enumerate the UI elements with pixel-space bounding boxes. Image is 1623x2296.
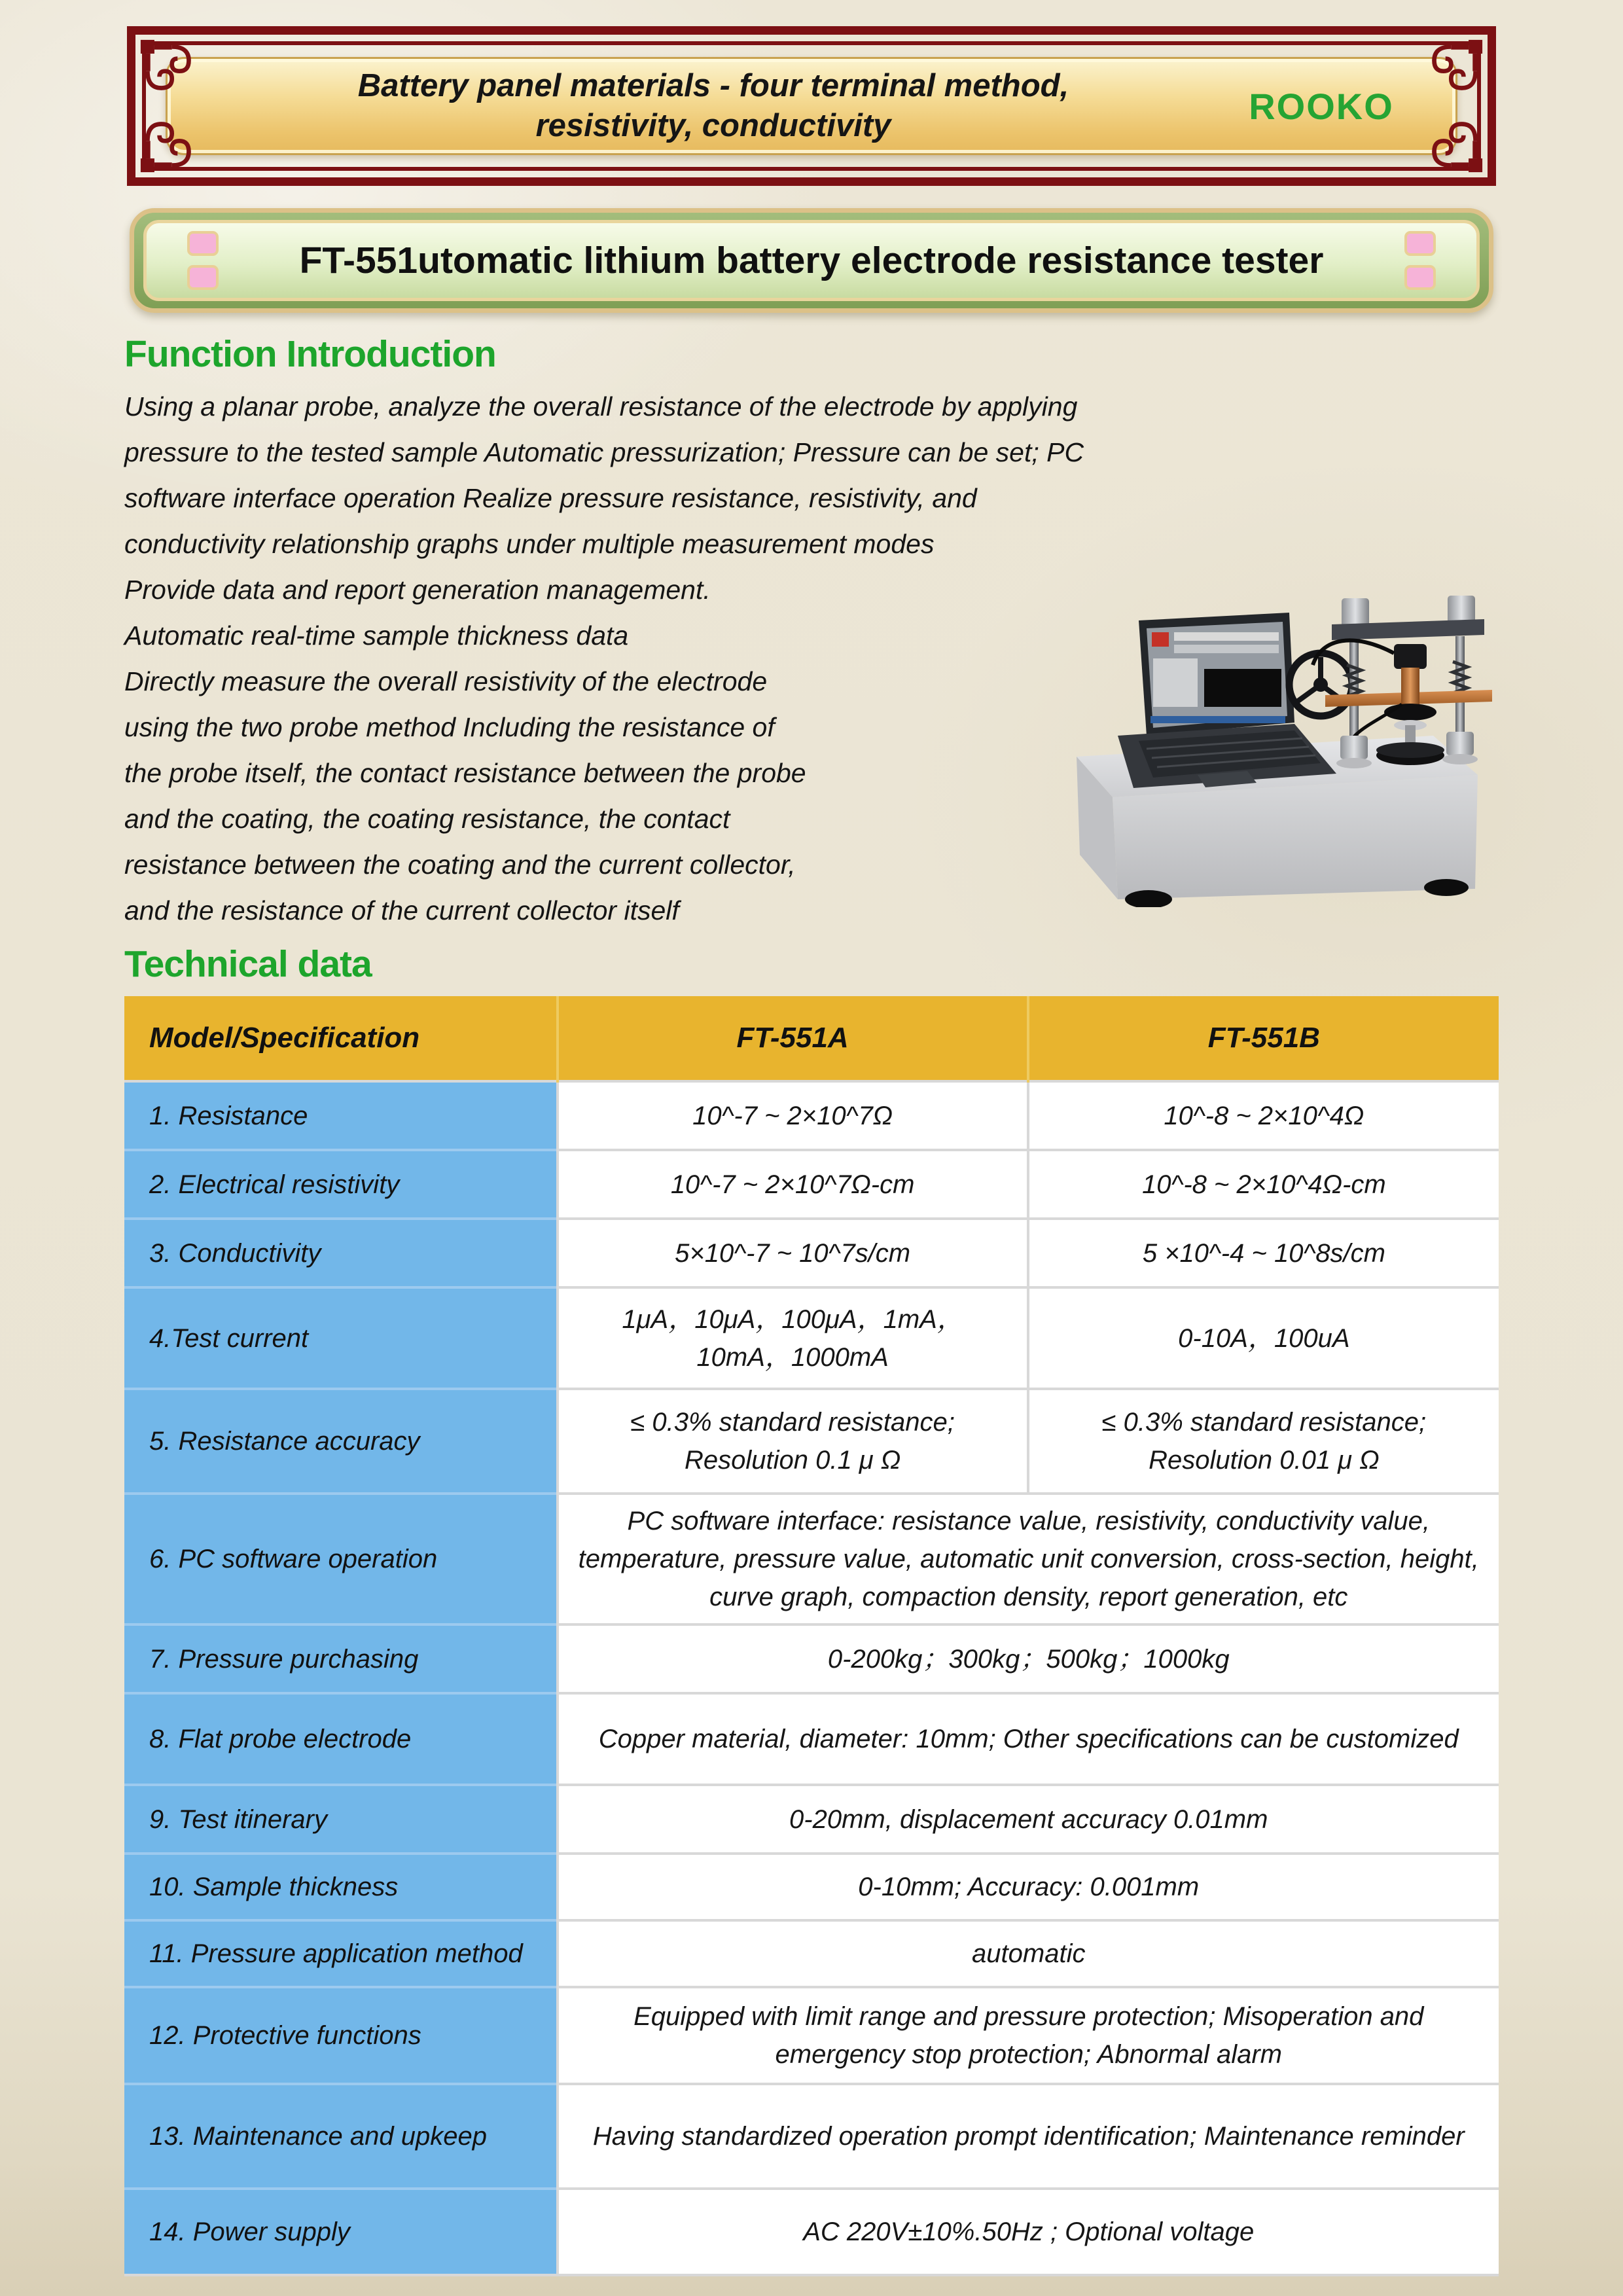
header-cell-ft551b: FT-551B bbox=[1028, 996, 1499, 1081]
value-cell-a: 10^-7 ~ 2×10^7Ω bbox=[558, 1081, 1028, 1150]
intro-line: Directly measure the overall resistivity of the electrode bbox=[124, 666, 768, 696]
header-cell-ft551a: FT-551A bbox=[558, 996, 1028, 1081]
value-cell-span: Copper material, diameter: 10mm; Other specifications can be customized bbox=[558, 1693, 1499, 1785]
value-cell-span: PC software interface: resistance value, resistivity, conductivity value, temperature, pressure value, automatic unit conversion, cross-section, height, curve graph, compaction density, report generation, etc bbox=[558, 1494, 1499, 1624]
row-label-cell: 3. Conductivity bbox=[124, 1219, 558, 1287]
value-cell-a: 10^-7 ~ 2×10^7Ω-cm bbox=[558, 1150, 1028, 1219]
product-title: FT-551utomatic lithium battery electrode resistance tester bbox=[299, 240, 1324, 281]
table-row bbox=[124, 1494, 1499, 1624]
value-cell-span: Having standardized operation prompt identification; Maintenance reminder bbox=[558, 2084, 1499, 2189]
table-row bbox=[124, 1987, 1499, 2084]
laptop-illustration bbox=[1118, 613, 1336, 788]
spec-table bbox=[124, 996, 1499, 2276]
row-label-cell: 7. Pressure purchasing bbox=[124, 1624, 558, 1693]
table-row bbox=[124, 1219, 1499, 1287]
product-photo bbox=[1041, 567, 1499, 907]
value-cell-a: 5×10^-7 ~ 10^7s/cm bbox=[558, 1219, 1028, 1287]
table-row bbox=[124, 1287, 1499, 1389]
pin-tab-icon bbox=[187, 231, 219, 256]
technical-data-heading: Technical data bbox=[124, 943, 372, 985]
row-label-cell: 12. Protective functions bbox=[124, 1987, 558, 2084]
frame-corner-ornament-icon bbox=[1427, 39, 1484, 95]
value-cell-b: 10^-8 ~ 2×10^4Ω bbox=[1028, 1081, 1499, 1150]
gold-plaque bbox=[166, 57, 1457, 155]
value-cell-span: 0-20mm, displacement accuracy 0.01mm bbox=[558, 1785, 1499, 1854]
intro-text-and-photo-row bbox=[124, 613, 1499, 933]
table-row bbox=[124, 1389, 1499, 1494]
value-cell-b: 0-10A，100uA bbox=[1028, 1287, 1499, 1389]
product-title-banner bbox=[130, 208, 1493, 313]
table-row bbox=[124, 1920, 1499, 1987]
value-cell-span: automatic bbox=[558, 1920, 1499, 1987]
intro-line: and the coating, the coating resistance, the contact bbox=[124, 804, 730, 834]
frame-corner-ornament-icon bbox=[139, 39, 196, 95]
frame-corner-ornament-icon bbox=[139, 117, 196, 173]
table-row bbox=[124, 1785, 1499, 1854]
intro-line: and the resistance of the current collector itself bbox=[124, 895, 679, 925]
value-cell-b: 10^-8 ~ 2×10^4Ω-cm bbox=[1028, 1150, 1499, 1219]
table-row bbox=[124, 1693, 1499, 1785]
intro-line: conductivity relationship graphs under multiple measurement modes bbox=[124, 529, 935, 559]
row-label-cell: 14. Power supply bbox=[124, 2189, 558, 2275]
value-cell-span: Equipped with limit range and pressure protection; Misoperation and emergency stop protection; Abnormal alarm bbox=[558, 1987, 1499, 2084]
table-row bbox=[124, 2084, 1499, 2189]
row-label-cell: 6. PC software operation bbox=[124, 1494, 558, 1624]
page-title-line2: resistivity, conductivity bbox=[535, 108, 891, 143]
value-cell-span: 0-10mm; Accuracy: 0.001mm bbox=[558, 1854, 1499, 1920]
intro-line: software interface operation Realize pressure resistance, resistivity, and bbox=[124, 483, 977, 513]
product-title-panel bbox=[143, 220, 1480, 301]
intro-line: Automatic real-time sample thickness data bbox=[124, 620, 629, 651]
table-row bbox=[124, 1854, 1499, 1920]
row-label-cell: 4.Test current bbox=[124, 1287, 558, 1389]
value-cell-span: AC 220V±10%.50Hz ; Optional voltage bbox=[558, 2189, 1499, 2275]
decorative-frame bbox=[127, 26, 1496, 186]
pin-tab-icon bbox=[1404, 265, 1436, 290]
value-cell-span: 0-200kg；300kg；500kg；1000kg bbox=[558, 1624, 1499, 1693]
intro-line: the probe itself, the contact resistance between the probe bbox=[124, 758, 806, 788]
row-label-cell: 5. Resistance accuracy bbox=[124, 1389, 558, 1494]
row-label-cell: 2. Electrical resistivity bbox=[124, 1150, 558, 1219]
table-row bbox=[124, 2189, 1499, 2275]
pin-tab-icon bbox=[1404, 231, 1436, 256]
intro-line: Provide data and report generation management. bbox=[124, 575, 711, 605]
row-label-cell: 8. Flat probe electrode bbox=[124, 1693, 558, 1785]
table-row bbox=[124, 1081, 1499, 1150]
page-title-line1: Battery panel materials - four terminal method, bbox=[357, 68, 1069, 103]
frame-inner-border bbox=[142, 41, 1481, 171]
intro-line: Using a planar probe, analyze the overall resistance of the electrode by applying bbox=[124, 391, 1078, 422]
row-label-cell: 11. Pressure application method bbox=[124, 1920, 558, 1987]
row-label-cell: 1. Resistance bbox=[124, 1081, 558, 1150]
function-introduction-paragraph-continued bbox=[124, 613, 1041, 933]
pin-tab-icon bbox=[187, 265, 219, 290]
value-cell-b: 5 ×10^-4 ~ 10^8s/cm bbox=[1028, 1219, 1499, 1287]
table-row bbox=[124, 1150, 1499, 1219]
value-cell-a: ≤ 0.3% standard resistance; Resolution 0.1 μ Ω bbox=[558, 1389, 1028, 1494]
page-title bbox=[204, 66, 1223, 146]
intro-line: using the two probe method Including the resistance of bbox=[124, 712, 775, 742]
value-cell-a: 1μA，10μA，100μA，1mA， 10mA，1000mA bbox=[558, 1287, 1028, 1389]
spec-table-header-row bbox=[124, 996, 1499, 1081]
row-label-cell: 10. Sample thickness bbox=[124, 1854, 558, 1920]
value-cell-b: ≤ 0.3% standard resistance; Resolution 0.01 μ Ω bbox=[1028, 1389, 1499, 1494]
row-label-cell: 13. Maintenance and upkeep bbox=[124, 2084, 558, 2189]
brand-logo: ROOKO bbox=[1249, 85, 1394, 127]
row-label-cell: 9. Test itinerary bbox=[124, 1785, 558, 1854]
frame-corner-ornament-icon bbox=[1427, 117, 1484, 173]
header-cell-model: Model/Specification bbox=[124, 996, 558, 1081]
intro-line: pressure to the tested sample Automatic pressurization; Pressure can be set; PC bbox=[124, 437, 1084, 467]
intro-line: resistance between the coating and the current collector, bbox=[124, 850, 796, 880]
function-introduction-heading: Function Introduction bbox=[124, 333, 496, 375]
table-row bbox=[124, 1624, 1499, 1693]
